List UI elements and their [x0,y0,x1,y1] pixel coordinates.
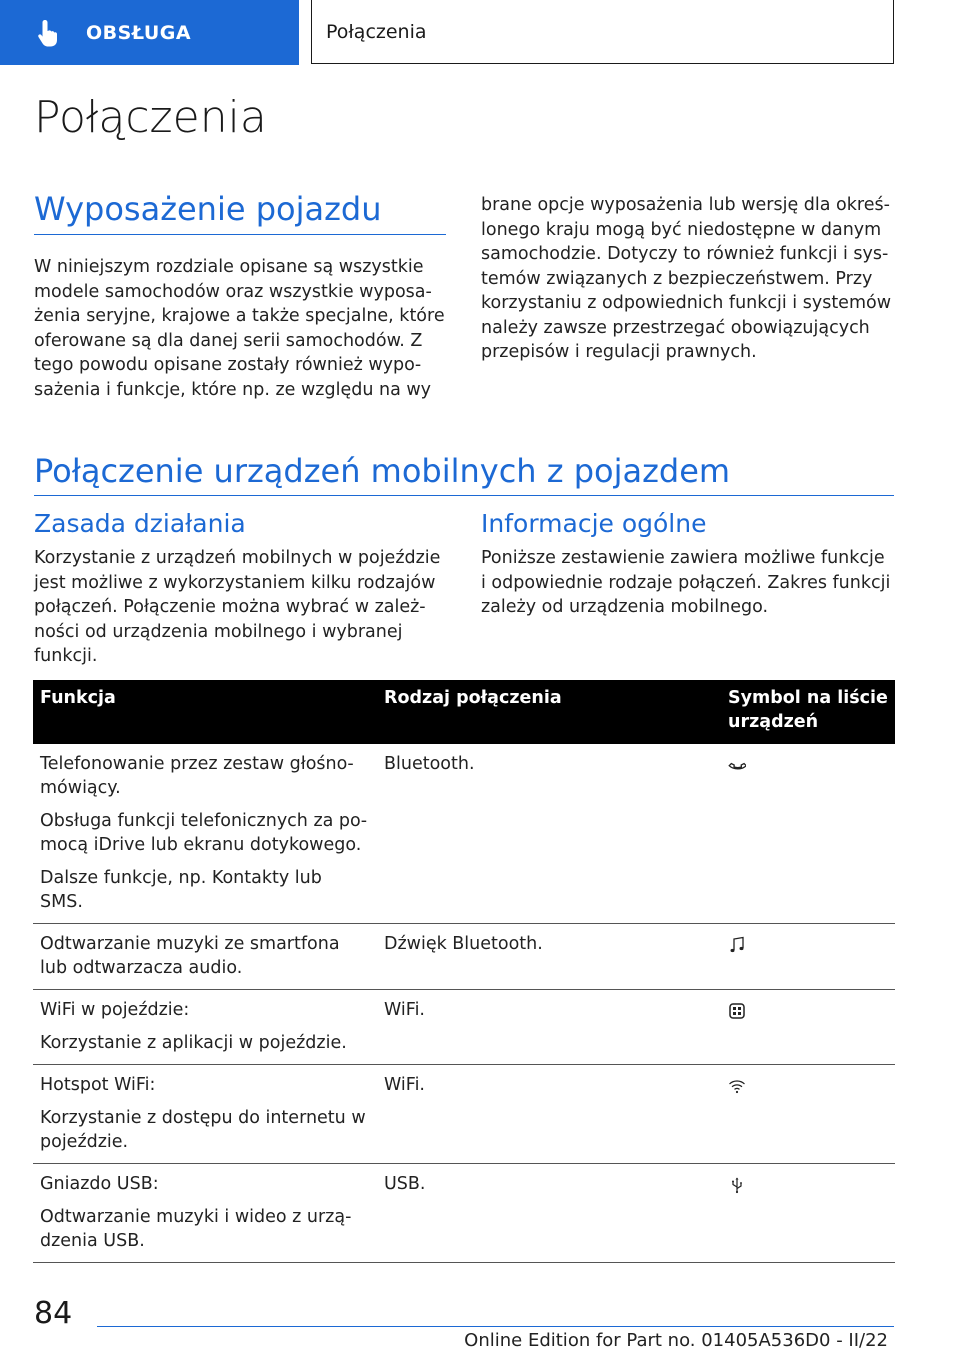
function-text: Korzystanie z dostępu do internetu w pojeździe. [40,1108,366,1152]
chapter-tab-label: Połączenia [326,20,427,43]
table-row [33,1065,895,1164]
equipment-text-col1: W niniejszym rozdziale opisane są wszystkie modele samochodów oraz wszystkie wyposażenia seryjne, krajowe a także specjalne, które oferowane są dla danej serii samochodów. Z tego powodu opisane zostały również wyposażenia i funkcje, które np. ze względu na wy [34,257,445,400]
table-header-row [33,680,895,744]
section-divider [34,234,446,235]
phone-icon [728,756,746,774]
connection-cell: Bluetooth. [377,744,721,924]
table-row [33,924,895,990]
function-cell [33,924,377,990]
function-text: Telefonowanie przez zestaw głośnomówiący. [40,754,354,798]
edition-footer: Online Edition for Part no. 01405A536D0 - II/22 [464,1330,888,1351]
subheading-general-info: Informacje ogólne [481,509,707,538]
section-divider [34,495,894,496]
principle-text: Korzystanie z urządzeń mobilnych w pojeździe jest możliwe z wykorzystaniem kilku rodzajów połączeń. Połączenie można wybrać w zależności od urządzenia mobilnego i wybranej funkcji. [34,548,441,666]
function-cell [33,1065,377,1164]
connection-cell: Dźwięk Bluetooth. [377,924,721,990]
section-tab-label: OBSŁUGA [86,21,192,44]
function-text: Obsługa funkcji telefonicznych za pomocą iDrive lub ekranu dotykowego. [40,811,368,855]
function-text: Odtwarzanie muzyki i wideo z urządzenia USB. [40,1207,352,1251]
connection-cell: WiFi. [377,1065,721,1164]
function-text: Hotspot WiFi: [40,1075,156,1095]
function-text: WiFi w pojeździe: [40,1000,190,1020]
symbol-cell [721,744,895,924]
function-text: Odtwarzanie muzyki ze smartfona lub odtwarzacza audio. [40,934,340,978]
function-text: Gniazdo USB: [40,1174,159,1194]
section-tab[interactable] [0,0,299,65]
function-text: Dalsze funkcje, np. Kontakty lub SMS. [40,868,322,912]
function-cell [33,990,377,1065]
symbol-cell [721,924,895,990]
connections-table [33,680,895,1263]
connection-cell: USB. [377,1164,721,1263]
subheading-principle: Zasada działania [34,509,246,538]
apps-icon [728,1002,746,1020]
table-row [33,744,895,924]
function-text: Korzystanie z aplikacji w pojeździe. [40,1033,347,1053]
section-heading-mobile-devices: Połączenie urządzeń mobilnych z pojazdem [34,452,731,490]
symbol-cell [721,1164,895,1263]
function-cell [33,744,377,924]
usb-icon [728,1176,746,1194]
table-header-symbol: Symbol na liście urządzeń [721,680,895,744]
symbol-cell [721,1065,895,1164]
connection-cell: WiFi. [377,990,721,1065]
hand-pointer-icon [36,18,62,48]
music-note-icon [728,936,746,954]
section-heading-equipment: Wyposażenie pojazdu [34,190,382,228]
general-info-text: Poniższe zestawienie zawiera możliwe funkcje i odpowiednie rodzaje połączeń. Zakres funkcji zależy od urządzenia mobilnego. [481,548,891,617]
table-header-connection: Rodzaj połączenia [377,680,721,744]
chapter-tab[interactable] [311,0,894,64]
function-cell [33,1164,377,1263]
table-header-function: Funkcja [33,680,377,744]
footer-divider [97,1326,894,1327]
page-title: Połączenia [34,92,267,143]
wifi-icon [728,1077,746,1095]
symbol-cell [721,990,895,1065]
equipment-text-col2: brane opcje wyposażenia lub wersję dla określonego kraju mogą być niedostępne w danym samochodzie. Dotyczy to również funkcji i systemów związanych z bezpieczeństwem. Przy korzystaniu z odpowiednich funkcji i systemów należy zawsze przestrzegać obowiązujących przepisów i regulacji prawnych. [481,195,892,362]
table-row [33,1164,895,1263]
table-row [33,990,895,1065]
page-number: 84 [34,1296,73,1331]
